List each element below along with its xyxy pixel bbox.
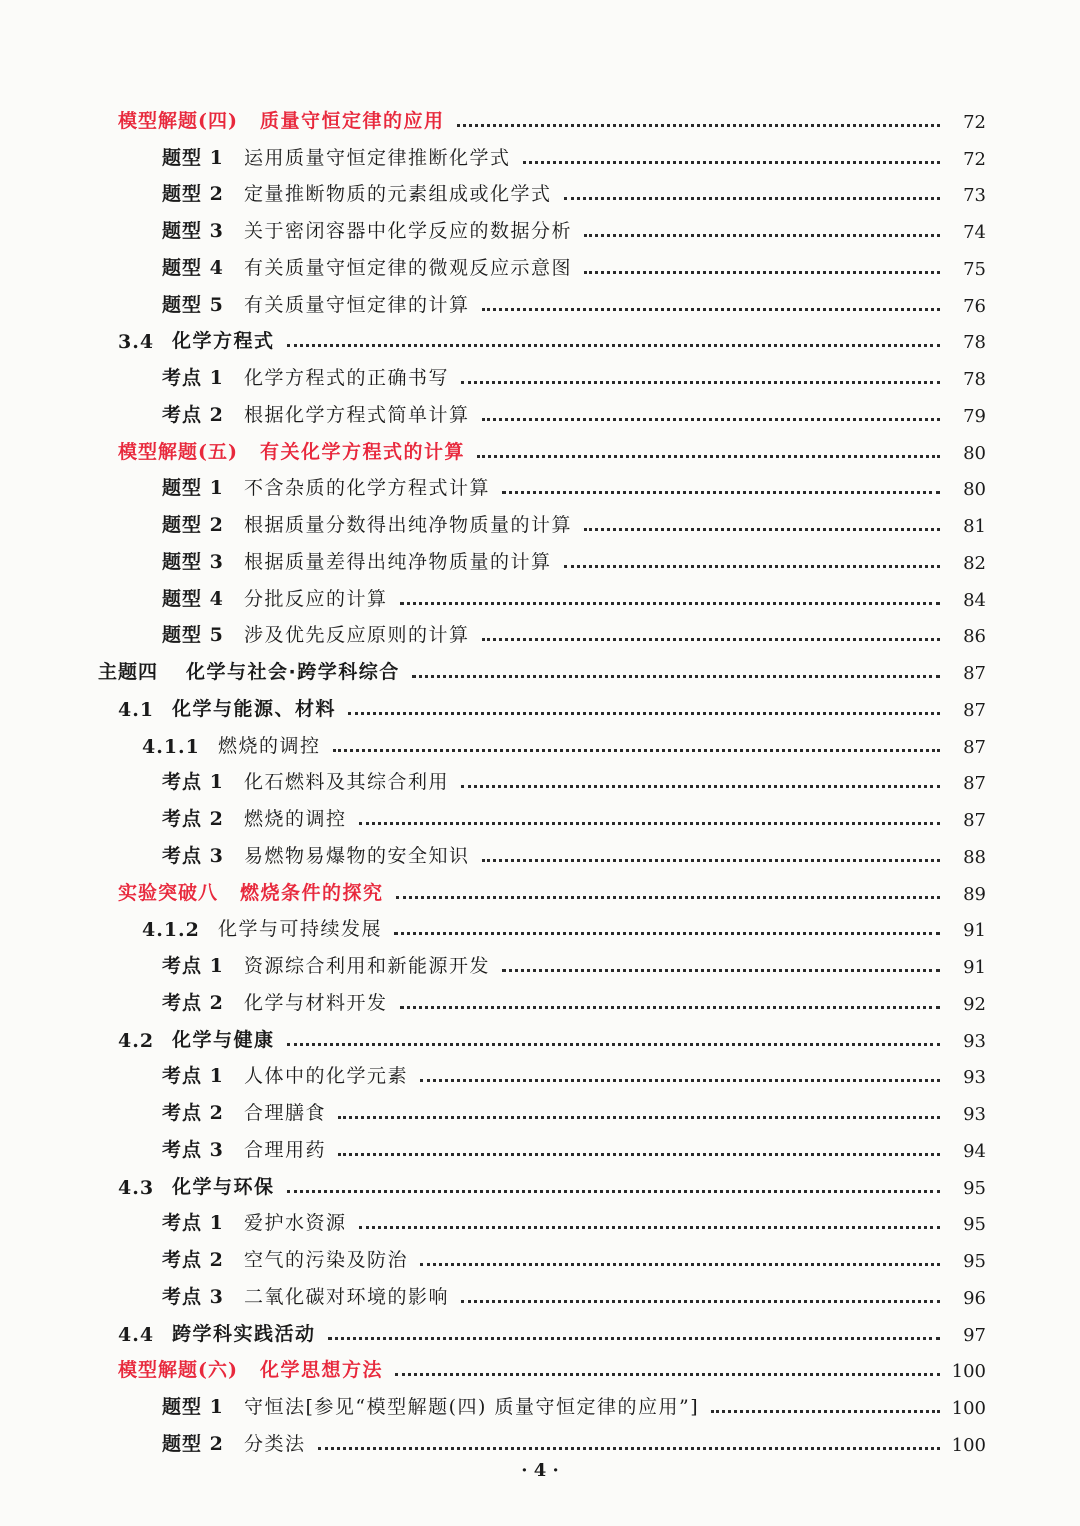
- dot-leader: [359, 1226, 940, 1229]
- toc-entry-label: 考点 2: [162, 1249, 224, 1271]
- toc-entry-label: 主题四: [98, 661, 159, 683]
- toc-row[interactable]: [0, 758, 1080, 795]
- toc-entry-label: 考点 3: [162, 1285, 224, 1308]
- dot-leader: [318, 1447, 940, 1450]
- dot-leader: [328, 1337, 940, 1340]
- toc-entry-title: 不含杂质的化学方程式计算: [244, 477, 491, 500]
- toc-entry-title: 化学思想方法: [259, 1359, 383, 1382]
- toc-entry-label: 考点 3: [162, 1138, 224, 1161]
- dot-leader: [287, 1043, 940, 1046]
- dot-leader: [359, 822, 940, 825]
- toc-page-number: 87: [963, 810, 986, 831]
- toc-row[interactable]: [0, 464, 1080, 501]
- toc-entry-title: 化石燃料及其综合利用: [244, 771, 450, 794]
- toc-entry-label: 实验突破八: [118, 881, 219, 904]
- toc-entry-title: 化学与材料开发: [244, 991, 388, 1014]
- toc-entry-title: 合理用药: [244, 1138, 327, 1161]
- toc-page-number: 82: [963, 552, 986, 574]
- toc-row[interactable]: [0, 243, 1080, 280]
- toc-entry-title: 化学与健康: [172, 1028, 275, 1051]
- toc-entry-label: 题型 4: [162, 587, 224, 610]
- toc-entry-label: 3.4: [118, 331, 155, 354]
- dot-leader: [348, 712, 940, 715]
- toc-entry-label: 考点 1: [162, 771, 224, 794]
- toc-entry-label: 4.1.1: [142, 735, 200, 758]
- toc-entry-title: 人体中的化学元素: [244, 1065, 409, 1088]
- dot-leader: [482, 859, 940, 862]
- toc-page-number: 94: [963, 1140, 986, 1162]
- toc-entry-title: 关于密闭容器中化学反应的数据分析: [244, 220, 573, 242]
- dot-leader: [523, 161, 940, 164]
- toc-page-number: 95: [963, 1251, 986, 1272]
- toc-entry-label: 题型 1: [162, 477, 224, 500]
- toc-row[interactable]: [0, 170, 1080, 207]
- toc-row[interactable]: [0, 1199, 1080, 1236]
- toc-page-number: 87: [963, 699, 986, 721]
- toc-page-number: 91: [963, 957, 986, 978]
- toc-entry-label: 题型 3: [162, 220, 224, 242]
- dot-leader: [333, 749, 940, 752]
- toc-row[interactable]: [0, 611, 1080, 648]
- toc-page-number: 100: [951, 1361, 986, 1383]
- toc-page-number: 86: [963, 626, 986, 648]
- toc-row[interactable]: [0, 978, 1080, 1015]
- toc-entry-label: 考点 2: [162, 1102, 224, 1124]
- toc-page-number: 78: [963, 332, 986, 354]
- dot-leader: [338, 1116, 940, 1119]
- toc-page-number: 84: [963, 589, 986, 611]
- toc-entry-title: 根据质量差得出纯净物质量的计算: [244, 550, 552, 573]
- toc-page-number: 72: [963, 111, 986, 133]
- toc-entry-title: 分批反应的计算: [244, 587, 388, 610]
- page-number-footer: · 4 ·: [521, 1460, 559, 1481]
- toc-row[interactable]: [0, 684, 1080, 721]
- toc-entry-label: 题型 4: [162, 256, 224, 279]
- toc-entry-label: 考点 2: [162, 808, 224, 830]
- dot-leader: [584, 234, 940, 237]
- dot-leader: [412, 675, 940, 678]
- toc-entry-label: 题型 5: [162, 293, 224, 316]
- toc-entry-title: 资源综合利用和新能源开发: [244, 955, 491, 977]
- toc-entry-label: 考点 2: [162, 403, 224, 426]
- toc-entry-title: 化学与能源、材料: [172, 697, 337, 720]
- toc-row[interactable]: [0, 353, 1080, 390]
- dot-leader: [457, 124, 941, 127]
- toc-entry-title: 化学方程式的正确书写: [244, 367, 450, 389]
- toc-page-number: 80: [963, 479, 986, 501]
- toc-entry-title: 根据质量分数得出纯净物质量的计算: [244, 514, 573, 536]
- toc-entry-label: 4.1.2: [142, 919, 200, 942]
- toc-entry-title: 化学方程式: [172, 330, 275, 353]
- toc-page-number: 78: [963, 369, 986, 390]
- table-of-contents: [0, 96, 1080, 1456]
- dot-leader: [287, 344, 940, 347]
- dot-leader: [338, 1153, 940, 1156]
- toc-entry-label: 题型 2: [162, 514, 224, 536]
- toc-entry-label: 4.2: [118, 1029, 155, 1052]
- toc-entry-label: 考点 1: [162, 1212, 224, 1235]
- toc-page-number: 100: [951, 1398, 986, 1419]
- toc-entry-title: 化学与社会·跨学科综合: [186, 661, 400, 683]
- toc-entry-label: 模型解题(六): [118, 1359, 238, 1382]
- toc-row[interactable]: [0, 721, 1080, 758]
- dot-leader: [564, 565, 940, 568]
- toc-row[interactable]: [0, 1162, 1080, 1199]
- toc-page-number: 97: [963, 1324, 986, 1346]
- toc-entry-title: 合理膳食: [244, 1102, 327, 1124]
- toc-entry-label: 题型 1: [162, 1396, 224, 1418]
- toc-row[interactable]: [0, 537, 1080, 574]
- toc-entry-title: 定量推断物质的元素组成或化学式: [244, 183, 552, 206]
- toc-entry-title: 爱护水资源: [244, 1212, 347, 1235]
- toc-row[interactable]: [0, 96, 1080, 133]
- dot-leader: [420, 1263, 940, 1266]
- toc-entry-title: 化学与可持续发展: [218, 918, 383, 941]
- toc-page-number: 93: [963, 1104, 986, 1125]
- toc-row[interactable]: [0, 500, 1080, 537]
- dot-leader: [482, 418, 940, 421]
- toc-entry-label: 题型 3: [162, 550, 224, 573]
- toc-entry-label: 题型 5: [162, 624, 224, 647]
- toc-row[interactable]: [0, 1015, 1080, 1052]
- toc-entry-title: 跨学科实践活动: [172, 1322, 316, 1345]
- toc-page-number: 95: [963, 1214, 986, 1236]
- toc-entry-label: 考点 1: [162, 1065, 224, 1088]
- toc-page-number: 79: [963, 405, 986, 427]
- dot-leader: [482, 638, 940, 641]
- toc-page-number: 73: [963, 185, 986, 207]
- toc-entry-label: 模型解题(四): [118, 109, 238, 132]
- toc-entry-label: 考点 1: [162, 367, 224, 389]
- toc-row[interactable]: [0, 1382, 1080, 1419]
- toc-entry-label: 考点 1: [162, 955, 224, 977]
- toc-row[interactable]: [0, 831, 1080, 868]
- dot-leader: [502, 491, 940, 494]
- toc-entry-title: 有关质量守恒定律的微观反应示意图: [244, 256, 573, 279]
- toc-entry-title: 燃烧条件的探究: [240, 881, 384, 904]
- toc-page-number: 74: [963, 222, 986, 243]
- toc-page-number: 75: [963, 258, 986, 280]
- toc-entry-title: 燃烧的调控: [218, 734, 321, 757]
- toc-page-number: 87: [963, 663, 986, 684]
- toc-page-number: 87: [963, 773, 986, 795]
- toc-entry-title: 质量守恒定律的应用: [259, 109, 445, 132]
- toc-entry-label: 题型 2: [162, 1432, 224, 1455]
- toc-entry-title: 守恒法[参见“模型解题(四) 质量守恒定律的应用”]: [244, 1396, 700, 1418]
- toc-row[interactable]: [0, 1088, 1080, 1125]
- toc-row[interactable]: [0, 1272, 1080, 1309]
- toc-row[interactable]: [0, 390, 1080, 427]
- dot-leader: [394, 932, 940, 935]
- dot-leader: [711, 1410, 940, 1413]
- dot-leader: [564, 197, 940, 200]
- toc-entry-title: 有关质量守恒定律的计算: [244, 293, 470, 316]
- toc-entry-label: 考点 3: [162, 844, 224, 867]
- toc-entry-title: 运用质量守恒定律推断化学式: [244, 146, 511, 169]
- toc-page-number: 87: [963, 736, 986, 758]
- toc-row[interactable]: [0, 794, 1080, 831]
- toc-page-number: 95: [963, 1177, 986, 1199]
- toc-row[interactable]: [0, 1052, 1080, 1089]
- toc-entry-label: 考点 2: [162, 991, 224, 1014]
- toc-row[interactable]: [0, 1235, 1080, 1272]
- toc-page-number: 100: [951, 1434, 986, 1456]
- toc-entry-title: 化学与环保: [172, 1175, 275, 1198]
- dot-leader: [502, 969, 940, 972]
- dot-leader: [461, 1300, 940, 1303]
- dot-leader: [584, 271, 940, 274]
- toc-entry-title: 有关化学方程式的计算: [259, 440, 465, 463]
- toc-page-number: 93: [963, 1030, 986, 1052]
- toc-page-number: 72: [963, 148, 986, 170]
- toc-row[interactable]: [0, 868, 1080, 905]
- dot-leader: [400, 1006, 940, 1009]
- dot-leader: [477, 455, 940, 458]
- toc-page-number: 89: [963, 883, 986, 905]
- toc-page-number: 96: [963, 1287, 986, 1309]
- dot-leader: [461, 785, 940, 788]
- toc-row[interactable]: [0, 574, 1080, 611]
- toc-entry-label: 4.4: [118, 1323, 155, 1346]
- dot-leader: [396, 896, 940, 899]
- toc-page-number: 88: [963, 846, 986, 868]
- toc-row[interactable]: [0, 1346, 1080, 1383]
- toc-row[interactable]: [0, 133, 1080, 170]
- dot-leader: [287, 1190, 940, 1193]
- toc-page-number: 76: [963, 295, 986, 317]
- toc-entry-title: 根据化学方程式简单计算: [244, 403, 470, 426]
- dot-leader: [395, 1373, 940, 1376]
- toc-row[interactable]: [0, 280, 1080, 317]
- toc-row[interactable]: [0, 1309, 1080, 1346]
- toc-page-number: 92: [963, 993, 986, 1015]
- toc-entry-title: 二氧化碳对环境的影响: [244, 1285, 450, 1308]
- toc-entry-label: 模型解题(五): [118, 440, 238, 463]
- toc-entry-label: 4.3: [118, 1176, 155, 1199]
- toc-page-number: 93: [963, 1067, 986, 1089]
- toc-row[interactable]: [0, 1419, 1080, 1456]
- toc-page-number: 91: [963, 920, 986, 942]
- dot-leader: [584, 528, 940, 531]
- dot-leader: [420, 1079, 940, 1082]
- toc-entry-label: 4.1: [118, 698, 155, 721]
- toc-row[interactable]: [0, 905, 1080, 942]
- toc-row[interactable]: [0, 1125, 1080, 1162]
- toc-row[interactable]: [0, 647, 1080, 684]
- toc-entry-title: 易燃物易爆物的安全知识: [244, 844, 470, 867]
- toc-entry-label: 题型 1: [162, 146, 224, 169]
- toc-entry-label: 题型 2: [162, 183, 224, 206]
- toc-row[interactable]: [0, 941, 1080, 978]
- toc-entry-title: 涉及优先反应原则的计算: [244, 624, 470, 647]
- toc-entry-title: 燃烧的调控: [244, 808, 347, 830]
- dot-leader: [461, 381, 940, 384]
- toc-row[interactable]: [0, 206, 1080, 243]
- toc-page-number: 80: [963, 442, 986, 464]
- dot-leader: [400, 602, 940, 605]
- toc-entry-title: 空气的污染及防治: [244, 1249, 409, 1271]
- dot-leader: [482, 308, 940, 311]
- toc-row[interactable]: [0, 317, 1080, 354]
- toc-row[interactable]: [0, 427, 1080, 464]
- toc-entry-title: 分类法: [244, 1432, 306, 1455]
- toc-page-number: 81: [963, 516, 986, 537]
